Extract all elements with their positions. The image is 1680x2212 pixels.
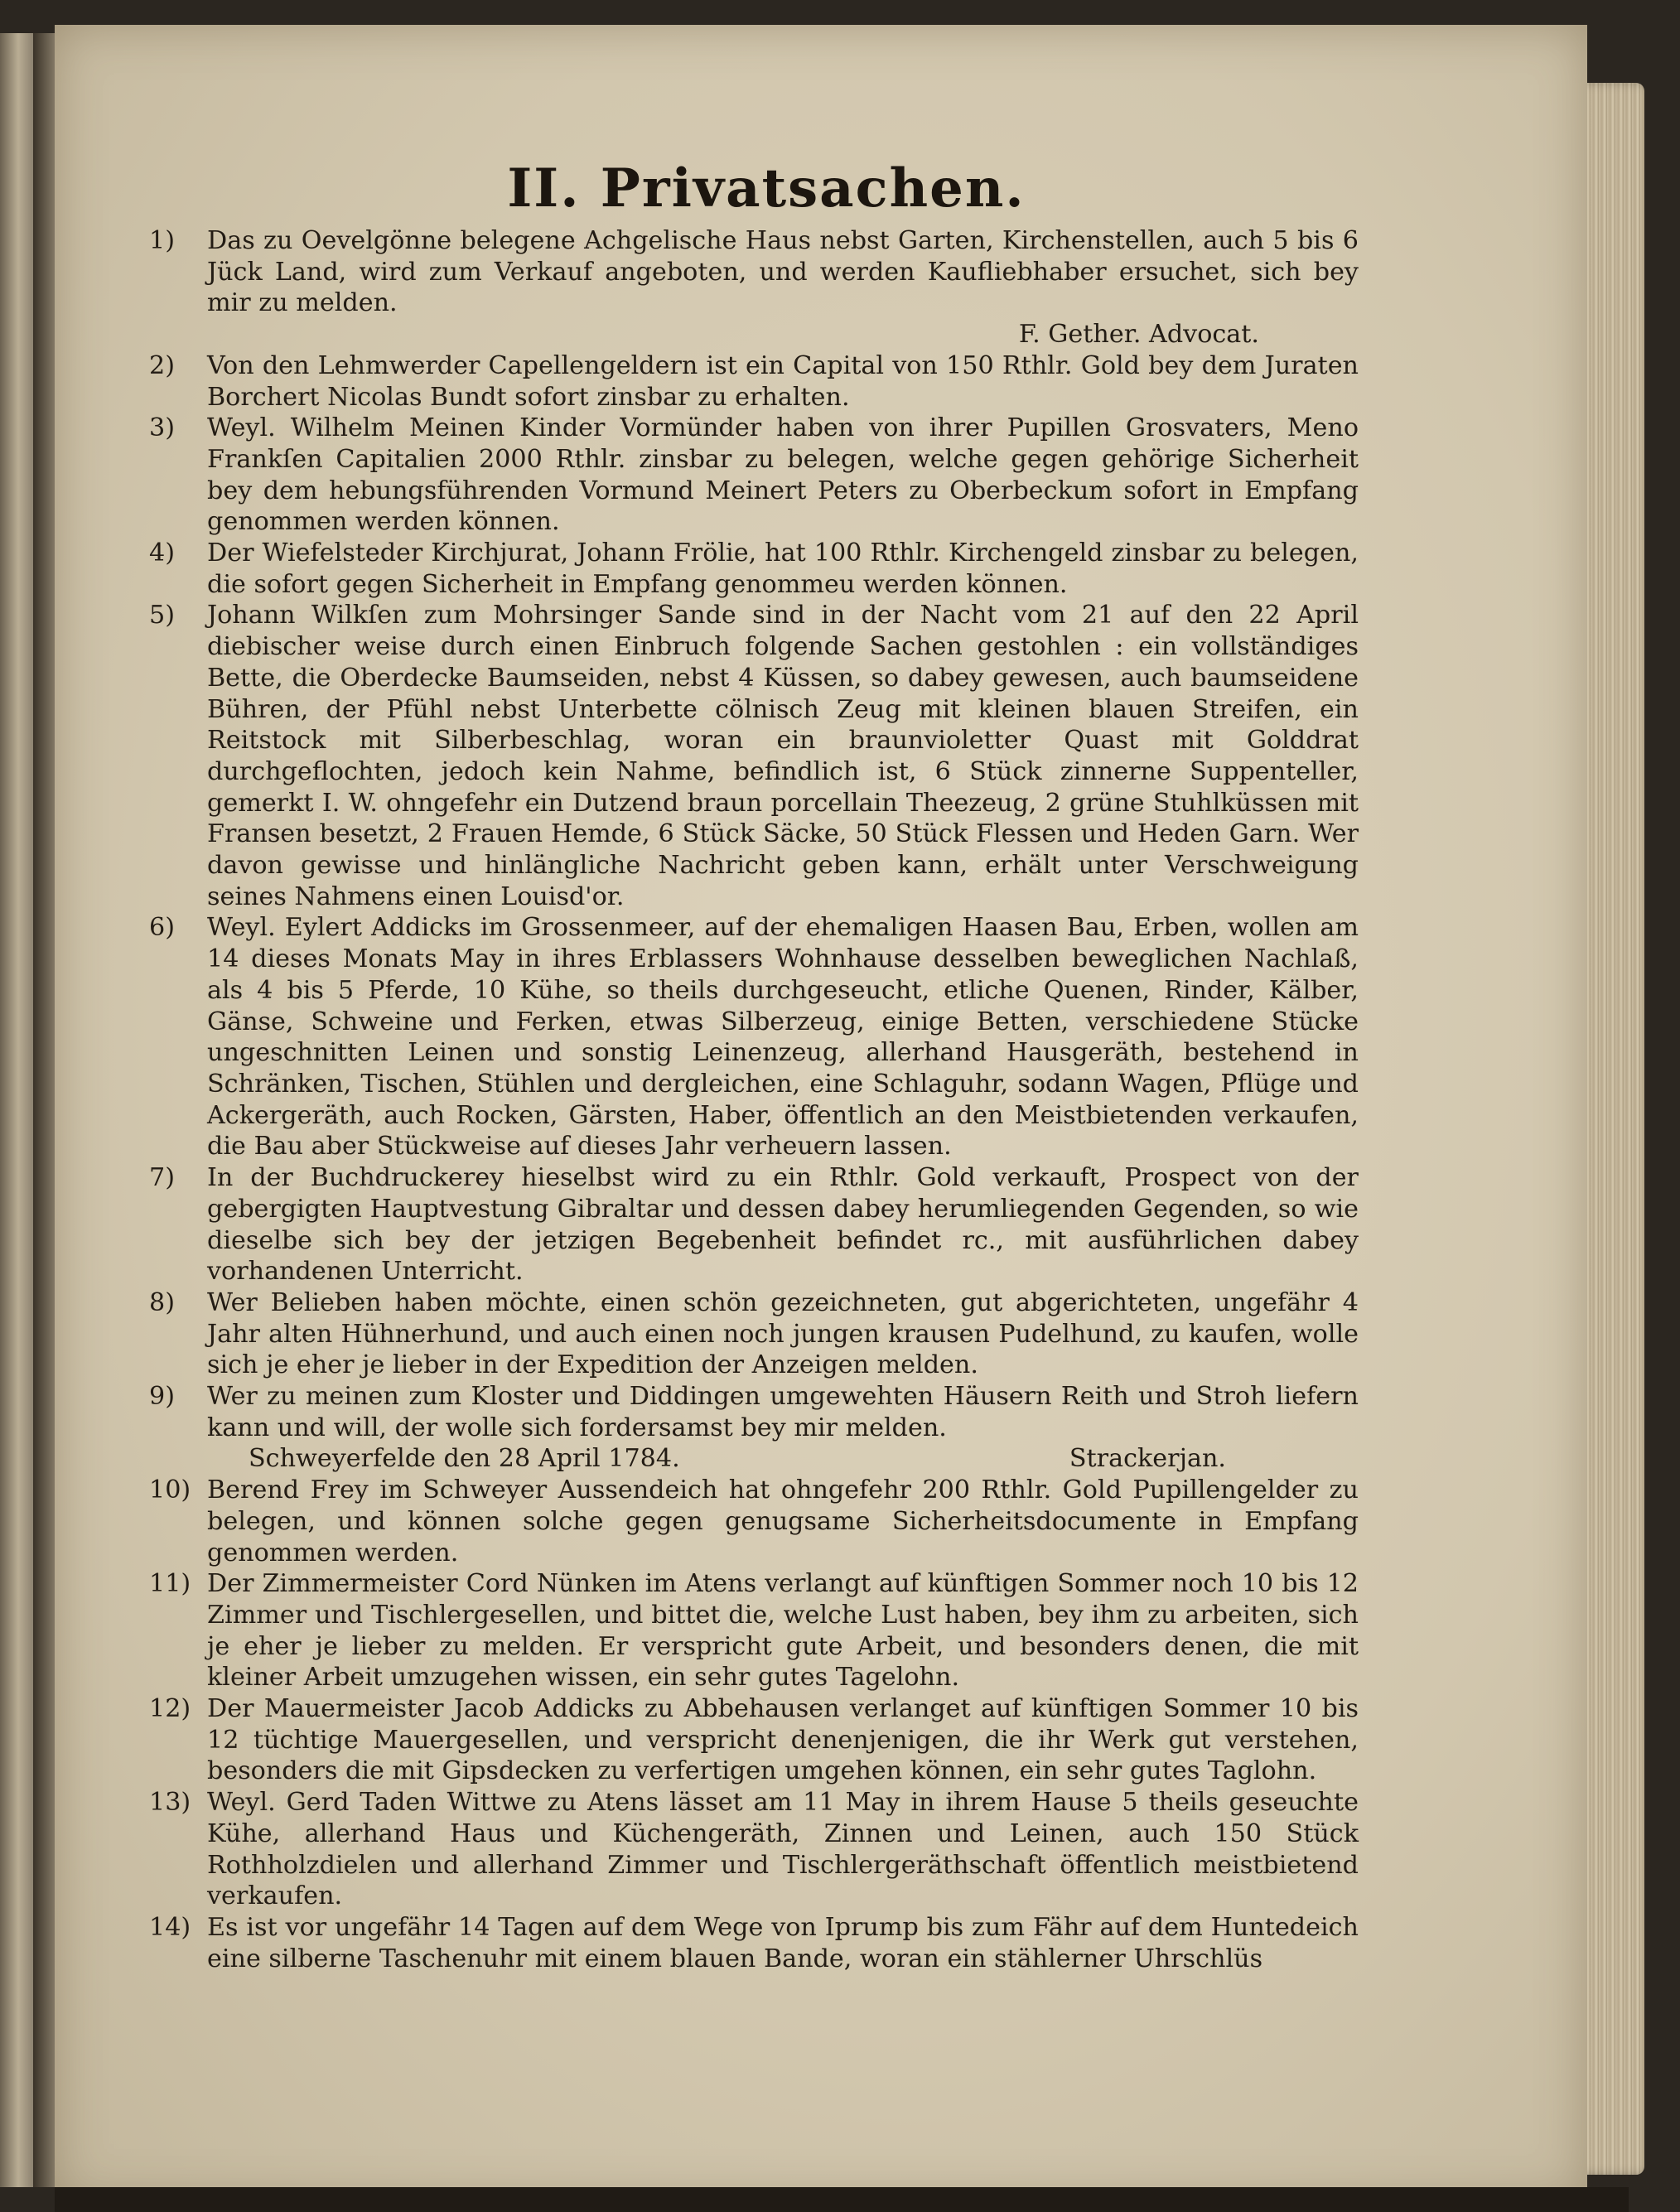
bottom-shadow xyxy=(55,2187,1629,2212)
entry-text: Wer zu meinen zum Kloster und Diddingen umgewehten Häusern Reith und Stroh liefern kann und will, der wolle sich fordersamst bey mir melden. xyxy=(207,1382,1359,1442)
entry-number: 5) xyxy=(149,601,175,630)
notice-entry xyxy=(149,1912,1359,1974)
entry-text: Von den Lehmwerder Capellengeldern ist ein Capital von 150 Rthlr. Gold bey dem Juraten Borchert Nicolas Bundt sofort zinsbar zu erhalten. xyxy=(207,350,1359,412)
entry-text: Der Mauermeister Jacob Addicks zu Abbehausen verlanget auf künftigen Sommer 10 bis 12 tüchtige Mauergesellen, und verspricht denenjenigen, die ihr Werk gut verstehen, besonders die mit Gipsdecken zu verfertigen umgehen können, ein sehr gutes Taglohn. xyxy=(207,1694,1359,1786)
entry-text: Weyl. Gerd Taden Wittwe zu Atens lässet am 11 May in ihrem Hause 5 theils geseuchte Kühe, allerhand Haus und Küchengeräth, Zinnen und Leinen, auch 150 Stück Rothholzdielen und allerhand Zimmer und Tischlergeräthschaft öffentlich meistbietend verkaufen. xyxy=(207,1788,1359,1911)
entry-number: 8) xyxy=(149,1287,175,1317)
entry-text: Der Zimmermeister Cord Nünken im Atens verlangt auf künftigen Sommer noch 10 bis 12 Zimmer und Tischlergesellen, und bittet die, welche Lust haben, bey ihm zu arbeiten, sich je eher je lieber zu melden. Er verspricht gute Arbeit, und besonders denen, die mit kleiner Arbeit umzugehen wissen, ein sehr gutes Tagelohn. xyxy=(207,1569,1359,1693)
notice-entry xyxy=(149,1787,1359,1912)
notice-entry xyxy=(149,1162,1359,1287)
entry-number: 10) xyxy=(149,1475,191,1505)
notice-entry xyxy=(149,538,1359,600)
entry-number: 11) xyxy=(149,1569,191,1599)
entry-text: Weyl. Eylert Addicks im Grossenmeer, auf der ehemaligen Haasen Bau, Erben, wollen am 14 dieses Monats May in ihres Erblassers Wohnhause desselben beweglichen Nachlaß, als 4 bis 5 Pferde, 10 Kühe, so theils durchgeseucht, etliche Quenen, Rinder, Kälber, Gänse, Schweine und Ferken, etwas Silberzeug, einige Betten, verschiedene Stücke ungeschnitten Leinen und sonstig Leinenzeug, allerhand Hausgeräth, bestehend in Schränken, Tischen, Stühlen und dergleichen, eine Schlaguhr, sodann Wagen, Pflüge und Ackergeräth, auch Rocken, Gärsten, Haber, öffentlich an den Meistbietenden verkaufen, die Bau aber Stückweise auf dieses Jahr verheuern lassen. xyxy=(207,913,1359,1162)
entry-text: Berend Frey im Schweyer Aussendeich hat ohngefehr 200 Rthlr. Gold Pupillengelder zu belegen, und können solche gegen genugsame Sicherheitsdocumente in Empfang genommen werden. xyxy=(207,1475,1359,1567)
notice-entry xyxy=(149,912,1359,1162)
notice-entry xyxy=(149,600,1359,912)
entry-number: 9) xyxy=(149,1382,175,1412)
notice-entry xyxy=(149,350,1359,413)
entry-text: In der Buchdruckerey hieselbst wird zu ein Rthlr. Gold verkauft, Prospect von der gebergigten Hauptvestung Gibraltar und dessen dabey herumliegenden Gegenden, so wie dieselbe sich bey der jetzigen Begebenheit befindet rc., mit ausführlichen dabey vorhandenen Unterricht. xyxy=(207,1163,1359,1287)
notice-entry xyxy=(149,1381,1359,1475)
notice-entry xyxy=(149,1568,1359,1693)
entry-text: Wer Belieben haben möchte, einen schön gezeichneten, gut abgerichteten, ungefähr 4 Jahr alten Hühnerhund, und auch einen noch jungen krausen Pudelhund, zu kaufen, wolle sich je eher je lieber in der Expedition der Anzeigen melden. xyxy=(207,1287,1359,1380)
entry-dateline xyxy=(207,1443,1359,1475)
entry-text: Der Wiefelsteder Kirchjurat, Johann Frölie, hat 100 Rthlr. Kirchengeld zinsbar zu belegen, die sofort gegen Sicherheit in Empfang genommeu werden können. xyxy=(207,539,1359,599)
entry-text: Es ist vor ungefähr 14 Tagen auf dem Wege von Iprump bis zum Fähr auf dem Huntedeich eine silberne Taschenuhr mit einem blauen Bande, woran ein stählerner Uhrschlüs xyxy=(207,1912,1359,1973)
notice-entry xyxy=(149,413,1359,538)
entry-number: 3) xyxy=(149,413,175,443)
entry-date: Schweyerfelde den 28 April 1784. xyxy=(249,1444,680,1474)
entry-signature: F. Gether. Advocat. xyxy=(1018,320,1259,350)
entry-text: Weyl. Wilhelm Meinen Kinder Vormünder haben von ihrer Pupillen Grosvaters, Meno Frankſen Capitalien 2000 Rthlr. zinsbar zu belegen, welche gegen gehörige Sicherheit bey dem hebungsführenden Vormund Meinert Peters zu Oberbeckum sofort in Empfang genommen werden können. xyxy=(207,413,1359,537)
notice-entry xyxy=(149,1475,1359,1568)
notice-entry xyxy=(149,1693,1359,1787)
entry-number: 4) xyxy=(149,539,175,568)
entry-signature: Strackerjan. xyxy=(1069,1444,1226,1474)
notice-entry xyxy=(149,1287,1359,1381)
notice-entry xyxy=(149,225,1359,350)
entry-text: Das zu Oevelgönne belegene Achgelische Haus nebst Garten, Kirchenstellen, auch 5 bis 6 Jück Land, wird zum Verkauf angeboten, und werden Kaufliebhaber ersuchet, sich bey mir zu melden. xyxy=(207,226,1359,318)
entry-number: 12) xyxy=(149,1694,191,1724)
page-heading: II. Privatsachen. xyxy=(507,157,1026,220)
entry-number: 13) xyxy=(149,1788,191,1818)
entry-number: 6) xyxy=(149,913,175,943)
previous-page-edge xyxy=(0,33,33,2187)
entry-number: 14) xyxy=(149,1912,191,1942)
notice-list xyxy=(149,225,1359,1974)
entry-number: 7) xyxy=(149,1163,175,1193)
entry-number: 2) xyxy=(149,350,175,380)
entry-number: 1) xyxy=(149,226,175,255)
entry-text: Johann Wilkſen zum Mohrsinger Sande sind in der Nacht vom 21 auf den 22 April diebischer weise durch einen Einbruch folgende Sachen gestohlen : ein vollständiges Bette, die Oberdecke Baumseiden, nebst 4 Küssen, so dabey gewesen, auch baumseidene Bühren, der Pfühl nebst Unterbette cölnisch Zeug mit kleinen blauen Streifen, ein Reitstock mit Silberbeschlag, woran ein braunvioletter Quast mit Golddrat durchgeflochten, jedoch kein Nahme, befindlich ist, 6 Stück zinnerne Suppenteller, gemerkt I. W. ohngefehr ein Dutzend braun porcellain Theezeug, 2 grüne Stuhlküssen mit Fransen besetzt, 2 Frauen Hemde, 6 Stück Säcke, 50 Stück Flessen und Heden Garn. Wer davon gewisse und hinlängliche Nachricht geben kann, erhält unter Verschweigung seines Nahmens einen Louisd'or. xyxy=(207,601,1359,911)
